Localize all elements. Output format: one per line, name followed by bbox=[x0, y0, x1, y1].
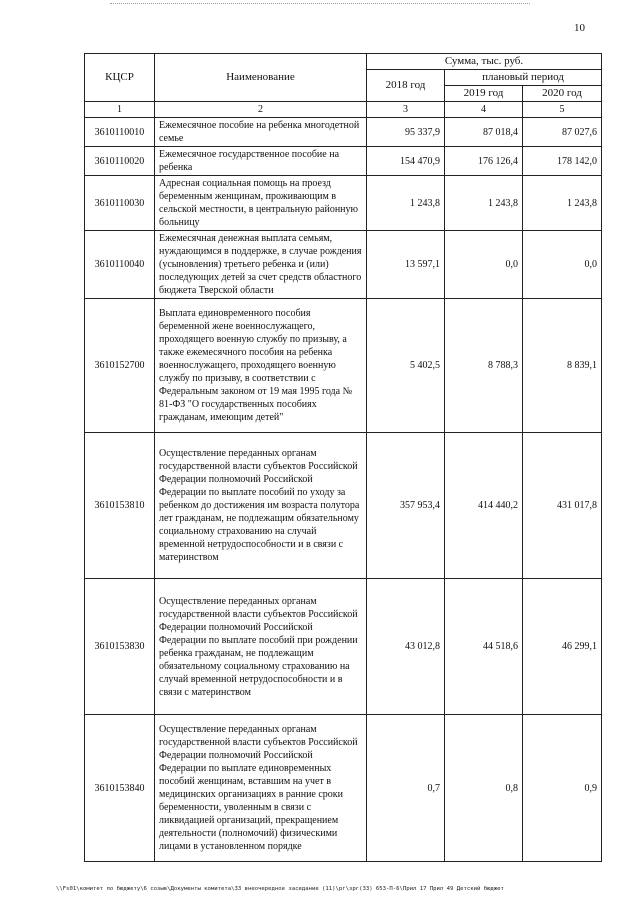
column-index-cell: 4 bbox=[445, 102, 523, 118]
table-row bbox=[85, 715, 602, 862]
row-code: 3610153840 bbox=[85, 715, 155, 862]
table-row bbox=[85, 579, 602, 715]
footer-file-path: \\Fs01\комитет по бюджету\6 созыв\Документы комитета\33 внеочередное заседание (11)\рг\зрг(33) 653-П-6\Прил 17 Прил 49 Детский бюджет bbox=[56, 886, 504, 892]
row-value-2019: 8 788,3 bbox=[445, 299, 523, 433]
table-row bbox=[85, 176, 602, 231]
row-value-2020: 0,0 bbox=[523, 231, 602, 299]
row-name: Выплата единовременного пособия беременной жене военнослужащего, проходящего военную службу по призыву, а также ежемесячного пособия на ребенка военнослужащего, проходящего военную службу по призыву, в соответствии с Федеральным законом от 19 мая 1995 года № 81-ФЗ "О государственных пособиях гражданам, имеющим детей" bbox=[155, 299, 367, 433]
header-sum: Сумма, тыс. руб. bbox=[367, 54, 602, 70]
row-name: Ежемесячная денежная выплата семьям, нуждающимся в поддержке, в случае рождения (усыновления) третьего ребенка и (или) последующих детей за счет средств областного бюджета Тверской области bbox=[155, 231, 367, 299]
row-value-2019: 0,0 bbox=[445, 231, 523, 299]
column-index-cell: 5 bbox=[523, 102, 602, 118]
row-value-2018: 0,7 bbox=[367, 715, 445, 862]
table-row bbox=[85, 231, 602, 299]
row-value-2018: 95 337,9 bbox=[367, 118, 445, 147]
scan-artifact-line bbox=[110, 3, 530, 4]
table-row bbox=[85, 433, 602, 579]
row-value-2018: 154 470,9 bbox=[367, 147, 445, 176]
row-value-2020: 0,9 bbox=[523, 715, 602, 862]
row-code: 3610110030 bbox=[85, 176, 155, 231]
header-2019: 2019 год bbox=[445, 86, 523, 102]
row-value-2018: 357 953,4 bbox=[367, 433, 445, 579]
row-code: 3610153810 bbox=[85, 433, 155, 579]
row-code: 3610153830 bbox=[85, 579, 155, 715]
row-value-2020: 1 243,8 bbox=[523, 176, 602, 231]
header-code: КЦСР bbox=[85, 54, 155, 102]
row-name: Осуществление переданных органам государственной власти субъектов Российской Федерации полномочий Российской Федерации по выплате пособий при рождении ребенка гражданам, не подлежащим обязательному социальному страхованию на случай временной нетрудоспособности и в связи с материнством bbox=[155, 579, 367, 715]
header-planned-period: плановый период bbox=[445, 70, 602, 86]
row-value-2020: 8 839,1 bbox=[523, 299, 602, 433]
table-row bbox=[85, 147, 602, 176]
row-code: 3610110040 bbox=[85, 231, 155, 299]
row-value-2020: 178 142,0 bbox=[523, 147, 602, 176]
row-value-2019: 176 126,4 bbox=[445, 147, 523, 176]
row-name: Ежемесячное пособие на ребенка многодетной семье bbox=[155, 118, 367, 147]
row-name: Ежемесячное государственное пособие на ребенка bbox=[155, 147, 367, 176]
column-index-cell: 1 bbox=[85, 102, 155, 118]
row-name: Адресная социальная помощь на проезд беременным женщинам, проживающим в сельской местности, в центральную районную больницу bbox=[155, 176, 367, 231]
header-2018: 2018 год bbox=[367, 70, 445, 102]
column-index-cell: 3 bbox=[367, 102, 445, 118]
header-name: Наименование bbox=[155, 54, 367, 102]
budget-table bbox=[84, 53, 602, 862]
column-index-cell: 2 bbox=[155, 102, 367, 118]
row-code: 3610110020 bbox=[85, 147, 155, 176]
row-value-2020: 87 027,6 bbox=[523, 118, 602, 147]
page-number: 10 bbox=[574, 22, 585, 34]
row-name: Осуществление переданных органам государственной власти субъектов Российской Федерации полномочий Российской Федерации по выплате пособий по уходу за ребенком до достижения им возраста полутора лет гражданам, не подлежащим обязательному социальному страхованию на случай временной нетрудоспособности и в связи с материнством bbox=[155, 433, 367, 579]
row-value-2019: 0,8 bbox=[445, 715, 523, 862]
row-value-2018: 1 243,8 bbox=[367, 176, 445, 231]
row-value-2018: 5 402,5 bbox=[367, 299, 445, 433]
row-code: 3610110010 bbox=[85, 118, 155, 147]
row-value-2020: 431 017,8 bbox=[523, 433, 602, 579]
row-value-2018: 43 012,8 bbox=[367, 579, 445, 715]
row-value-2020: 46 299,1 bbox=[523, 579, 602, 715]
row-value-2019: 87 018,4 bbox=[445, 118, 523, 147]
row-value-2019: 414 440,2 bbox=[445, 433, 523, 579]
row-value-2019: 1 243,8 bbox=[445, 176, 523, 231]
row-name: Осуществление переданных органам государственной власти субъектов Российской Федерации полномочий Российской Федерации по выплате единовременных пособий женщинам, вставшим на учет в медицинских организациях в ранние сроки беременности, уволенным в связи с ликвидацией организаций, прекращением деятельности (полномочий) физическими лицами в установленном порядке bbox=[155, 715, 367, 862]
row-code: 3610152700 bbox=[85, 299, 155, 433]
header-2020: 2020 год bbox=[523, 86, 602, 102]
row-value-2018: 13 597,1 bbox=[367, 231, 445, 299]
row-value-2019: 44 518,6 bbox=[445, 579, 523, 715]
table-row bbox=[85, 118, 602, 147]
table-row bbox=[85, 299, 602, 433]
